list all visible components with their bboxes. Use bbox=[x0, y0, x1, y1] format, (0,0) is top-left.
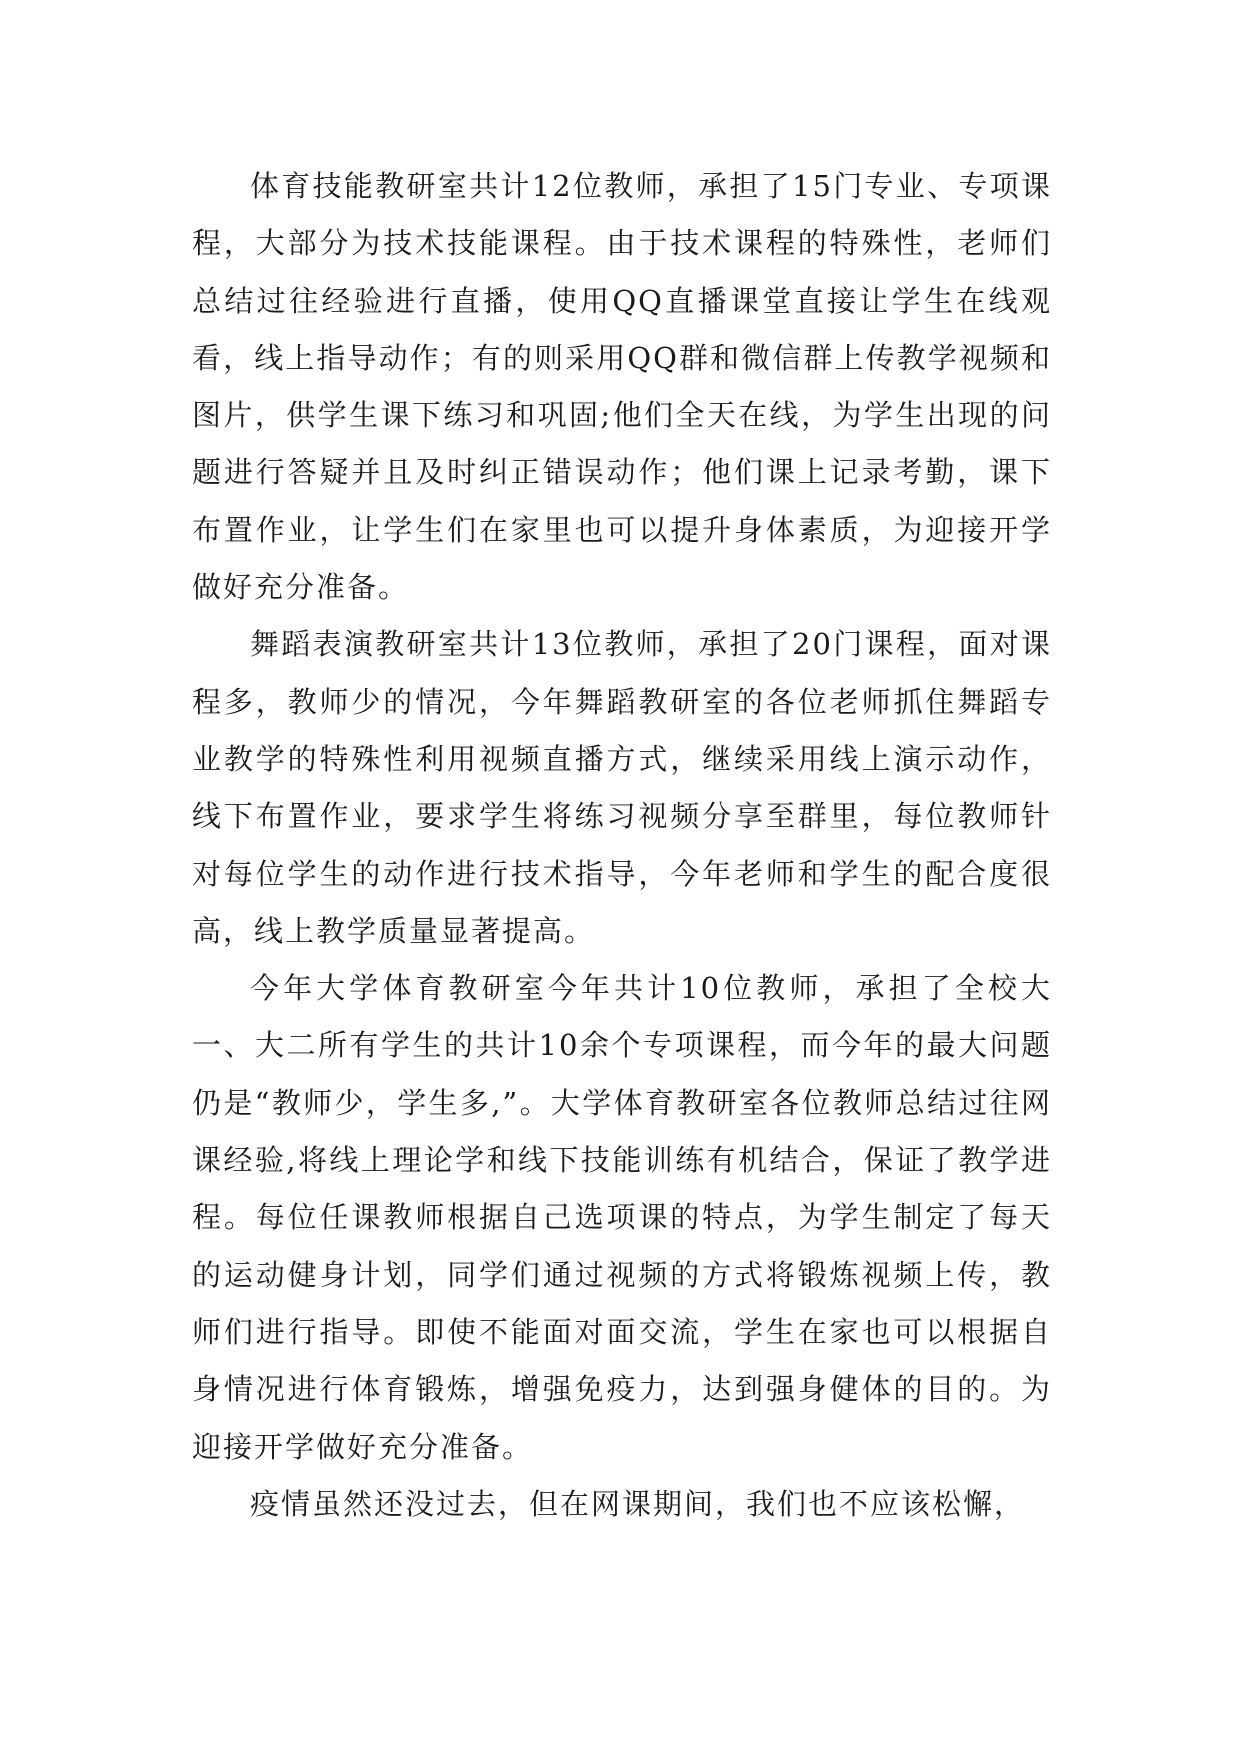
paragraph-college-pe: 今年大学体育教研室今年共计10位教师，承担了全校大一、大二所有学生的共计10余个专项课程，而今年的最大问题仍是“教师少，学生多,”。大学体育教研室各位教师总结过往网课经验,将线上理论学和线下技能训练有机结合，保证了教学进程。每位任课教师根据自己选项课的特点，为学生制定了每天的运动健身计划，同学们通过视频的方式将锻炼视频上传，教师们进行指导。即使不能面对面交流，学生在家也可以根据自身情况进行体育锻炼，增强免疫力，达到强身健体的目的。为迎接开学做好充分准备。 bbox=[192, 971, 1052, 1464]
paragraph-sports-skills: 体育技能教研室共计12位教师，承担了15门专业、专项课程，大部分为技术技能课程。由于技术课程的特殊性，老师们总结过往经验进行直播，使用QQ直播课堂直接让学生在线观看，线上指导动作；有的则采用QQ群和微信群上传教学视频和图片，供学生课下练习和巩固;他们全天在线，为学生出现的问题进行答疑并且及时纠正错误动作；他们课上记录考勤，课下布置作业，让学生们在家里也可以提升身体素质，为迎接开学做好充分准备。 bbox=[192, 169, 1052, 605]
paragraph-epidemic: 疫情虽然还没过去，但在网课期间，我们也不应该松懈， bbox=[250, 1486, 1026, 1521]
document-body bbox=[192, 158, 1052, 1533]
paragraph-dance-performance: 舞蹈表演教研室共计13位教师，承担了20门课程，面对课程多，教师少的情况，今年舞蹈教研室的各位老师抓住舞蹈专业教学的特殊性利用视频直播方式，继续采用线上演示动作，线下布置作业，要求学生将练习视频分享至群里，每位教师针对每位学生的动作进行技术指导，今年老师和学生的配合度很高，线上教学质量显著提高。 bbox=[192, 627, 1052, 948]
